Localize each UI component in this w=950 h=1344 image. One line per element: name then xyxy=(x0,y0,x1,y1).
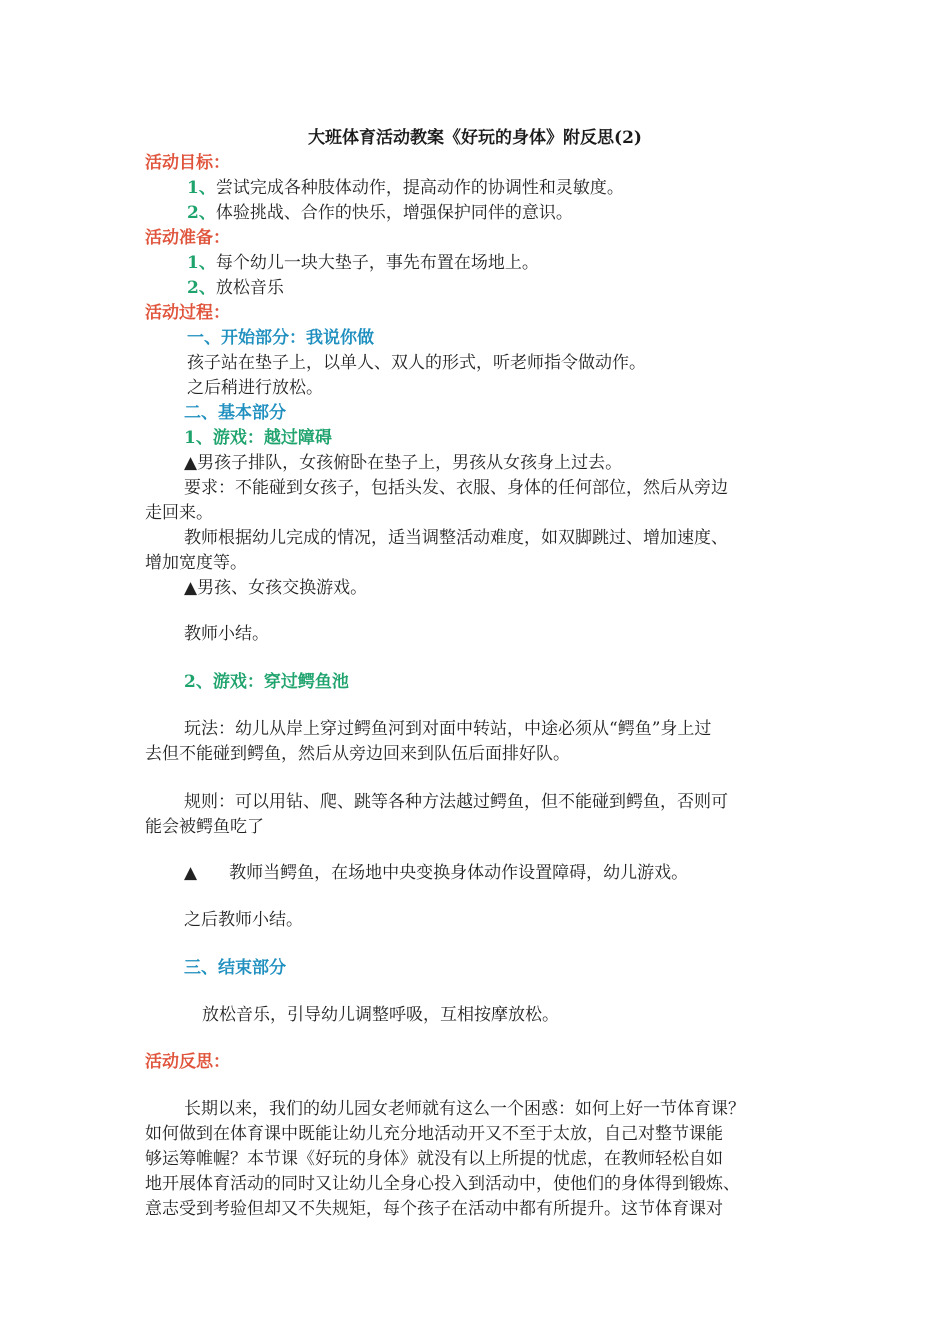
triangle-icon: ▲ xyxy=(184,863,198,883)
game1-line-6: ▲男孩、女孩交换游戏。 xyxy=(184,578,368,598)
game2-line-1: 玩法：幼儿从岸上穿过鳄鱼河到对面中转站，中途必须从“鳄鱼”身上过 xyxy=(184,719,712,739)
reflection-line-4: 地开展体育活动的同时又让幼儿全身心投入到活动中，使他们的身体得到锻炼、 xyxy=(145,1174,740,1194)
prep-number: 1、 xyxy=(187,253,216,273)
part1-heading: 一、开始部分：我说你做 xyxy=(187,328,374,348)
game2-line-4: 能会被鳄鱼吃了 xyxy=(145,817,264,837)
game1-line-3: 走回来。 xyxy=(145,503,213,523)
part1-line-2: 之后稍进行放松。 xyxy=(187,378,323,398)
part3-heading: 三、结束部分 xyxy=(184,958,286,978)
part2-heading: 二、基本部分 xyxy=(184,403,286,423)
reflection-line-2: 如何做到在体育课中既能让幼儿充分地活动开又不至于太放，自己对整节课能 xyxy=(145,1124,723,1144)
goal-number: 1、 xyxy=(187,178,216,198)
prep-text: 每个幼儿一块大垫子，事先布置在场地上。 xyxy=(215,253,539,273)
prep-number: 2、 xyxy=(187,278,216,298)
game2-summary: 之后教师小结。 xyxy=(184,910,303,930)
reflection-line-3: 够运筹帷幄？本节课《好玩的身体》就没有以上所提的忧虑，在教师轻松自如 xyxy=(145,1149,723,1169)
game2-triangle-line xyxy=(184,861,849,886)
prep-heading: 活动准备： xyxy=(145,228,230,248)
prep-item-2 xyxy=(187,276,852,301)
game2-heading: 2、游戏：穿过鳄鱼池 xyxy=(184,672,349,692)
game2-triangle-text: 教师当鳄鱼，在场地中央变换身体动作设置障碍，幼儿游戏。 xyxy=(229,863,689,883)
reflection-line-5: 意志受到考验但却又不失规矩，每个孩子在活动中都有所提升。这节体育课对 xyxy=(145,1199,723,1219)
goal-item-1 xyxy=(187,176,852,201)
document-title: 大班体育活动教案《好玩的身体》附反思(2) xyxy=(308,128,642,148)
game1-heading: 1、游戏：越过障碍 xyxy=(184,428,332,448)
game1-line-4: 教师根据幼儿完成的情况，适当调整活动难度，如双脚跳过、增加速度、 xyxy=(184,528,728,548)
reflection-line-1: 长期以来，我们的幼儿园女老师就有这么一个困惑：如何上好一节体育课？ xyxy=(184,1099,745,1119)
game1-line-5: 增加宽度等。 xyxy=(145,553,247,573)
prep-text: 放松音乐 xyxy=(215,278,284,298)
goal-text: 尝试完成各种肢体动作，提高动作的协调性和灵敏度。 xyxy=(215,178,624,198)
game1-line-2: 要求：不能碰到女孩子，包括头发、衣服、身体的任何部位，然后从旁边 xyxy=(184,478,728,498)
goal-text: 体验挑战、合作的快乐，增强保护同伴的意识。 xyxy=(215,203,573,223)
goal-number: 2、 xyxy=(187,203,216,223)
goals-heading: 活动目标： xyxy=(145,153,230,173)
prep-item-1 xyxy=(187,251,852,276)
goal-item-2 xyxy=(187,201,852,226)
part1-line-1: 孩子站在垫子上，以单人、双人的形式，听老师指令做动作。 xyxy=(187,353,646,373)
game1-line-1: ▲男孩子排队，女孩俯卧在垫子上，男孩从女孩身上过去。 xyxy=(184,453,623,473)
reflection-heading: 活动反思： xyxy=(145,1052,230,1072)
game1-summary: 教师小结。 xyxy=(184,624,269,644)
game2-line-2: 去但不能碰到鳄鱼，然后从旁边回来到队伍后面排好队。 xyxy=(145,744,570,764)
part3-line: 放松音乐，引导幼儿调整呼吸，互相按摩放松。 xyxy=(202,1005,559,1025)
process-heading: 活动过程： xyxy=(145,303,230,323)
game2-line-3: 规则：可以用钻、爬、跳等各种方法越过鳄鱼，但不能碰到鳄鱼，否则可 xyxy=(184,792,728,812)
